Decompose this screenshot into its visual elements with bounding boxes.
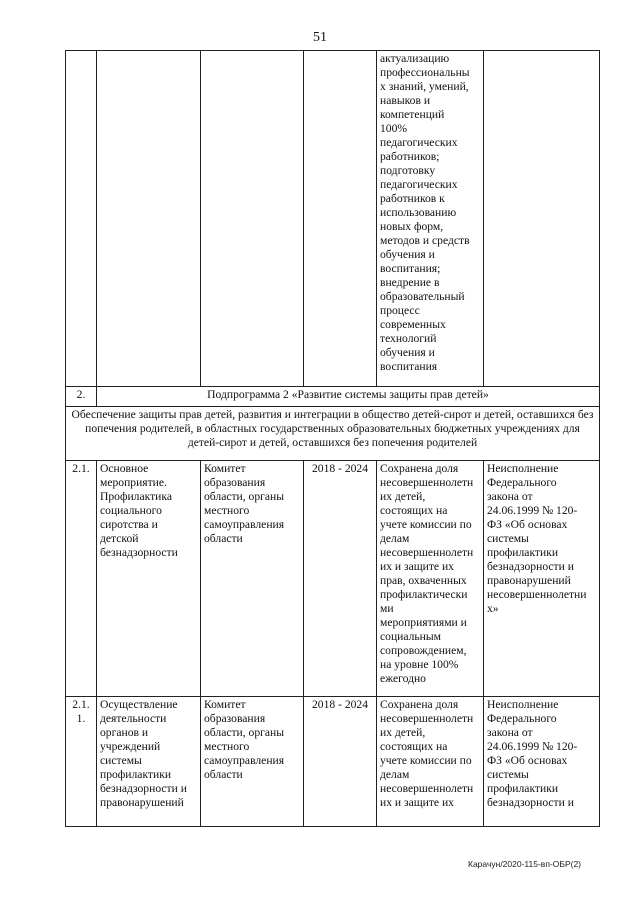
document-footer-code: Карачун/2020-115-вп-ОБР(2) xyxy=(468,859,581,869)
non-implementation-consequence: Неисполнение Федерального закона от 24.06.1999 № 120- ФЗ «Об основах системы профилактики безнадзорности и правонарушений несовершеннолетни х» xyxy=(484,461,600,697)
executor: Комитет образования области, органы местного самоуправления области xyxy=(201,697,304,827)
row-number: 2.1. 1. xyxy=(66,697,97,827)
period: 2018 - 2024 xyxy=(304,461,377,697)
executor: Комитет образования области, органы местного самоуправления области xyxy=(201,461,304,697)
period xyxy=(304,51,377,387)
activity-name: Основное мероприятие. Профилактика социального сиротства и детской безнадзорности xyxy=(97,461,201,697)
program-table xyxy=(65,50,600,827)
expected-result: актуализацию профессиональны х знаний, умений, навыков и компетенций 100% педагогических работников; подготовку педагогических работников к использованию новых форм, методов и средств обучения и воспитания; внедрение в образовательный процесс современных технологий обучения и воспитания xyxy=(377,51,484,387)
table-row-subprogram xyxy=(66,387,600,407)
table-row xyxy=(66,697,600,827)
table-row-continuation xyxy=(66,51,600,387)
subprogram-goal: Обеспечение защиты прав детей, развития и интеграции в общество детей-сирот и детей, оставшихся без попечения родителей, в областных государственных образовательных бюджетных учреждениях для детей-сирот и детей, оставшихся без попечения родителей xyxy=(66,407,600,461)
row-number xyxy=(66,51,97,387)
non-implementation-consequence: Неисполнение Федерального закона от 24.06.1999 № 120- ФЗ «Об основах системы профилактики безнадзорности и xyxy=(484,697,600,827)
period: 2018 - 2024 xyxy=(304,697,377,827)
expected-result: Сохранена доля несовершеннолетн их детей, состоящих на учете комиссии по делам несовершеннолетн их и защите их xyxy=(377,697,484,827)
subprogram-title: Подпрограмма 2 «Развитие системы защиты прав детей» xyxy=(97,387,600,407)
activity-name xyxy=(97,51,201,387)
executor xyxy=(201,51,304,387)
table-row-goal xyxy=(66,407,600,461)
row-number: 2.1. xyxy=(66,461,97,697)
activity-name: Осуществление деятельности органов и учреждений системы профилактики безнадзорности и правонарушений xyxy=(97,697,201,827)
row-number: 2. xyxy=(66,387,97,407)
table-row xyxy=(66,461,600,697)
page-number: 51 xyxy=(313,30,327,45)
expected-result: Сохранена доля несовершеннолетн их детей, состоящих на учете комиссии по делам несовершеннолетн их и защите их прав, охваченных профилактически ми мероприятиями и социальным сопровождением, на уровне 100% ежегодно xyxy=(377,461,484,697)
non-implementation-consequence xyxy=(484,51,600,387)
